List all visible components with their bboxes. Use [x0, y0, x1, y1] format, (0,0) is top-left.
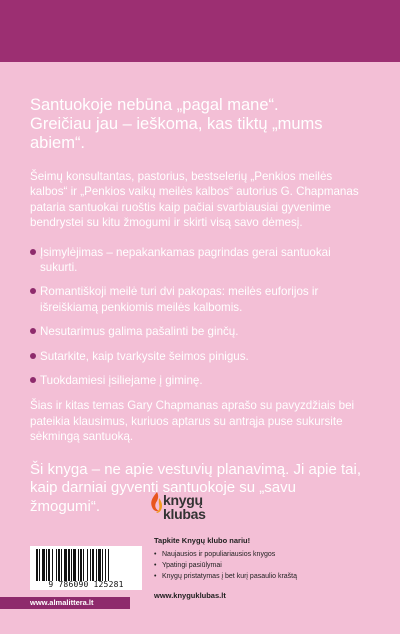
knygu-klubas-logo	[148, 491, 218, 531]
barcode-bar	[90, 549, 91, 581]
barcode-bar	[98, 549, 101, 581]
club-url[interactable]: www.knyguklubas.lt	[154, 591, 226, 600]
summary-paragraph: Šias ir kitas temas Gary Chapmanas aprašo su pavyzdžiais bei pateikia klausimus, kuriuos aptarus su antrąja puse sukursite sėkmingą santuoką.	[30, 399, 355, 444]
lead-line-2: Greičiau jau – ieškoma, kas tiktų „mums abiem“.	[30, 115, 323, 152]
barcode-bar	[61, 549, 62, 581]
publisher-url-strip	[0, 597, 130, 609]
isbn-number: 9 786090 125281	[48, 580, 124, 589]
barcode-bar	[46, 549, 47, 581]
barcode-bar	[102, 549, 103, 581]
barcode-bar	[71, 549, 72, 581]
logo-word-1: knygų	[163, 492, 203, 508]
barcode-bar	[83, 549, 84, 581]
lead-quote	[30, 96, 368, 153]
list-item: • Knygų pristatymas į bet kurį pasaulio kraštą	[154, 571, 354, 582]
barcode-bar	[108, 549, 109, 581]
barcode-bars	[36, 549, 136, 581]
list-item: • Ypatingi pasiūlymai	[154, 560, 354, 571]
book-club-info	[154, 536, 354, 582]
barcode-bar	[39, 549, 40, 581]
barcode-bar	[87, 549, 88, 581]
logo-word-2: klubas	[163, 506, 206, 522]
list-item: Nesutarimus galima pašalinti be ginčų.	[30, 324, 368, 339]
list-item: Sutarkite, kaip tvarkysite šeimos pinigus.	[30, 349, 368, 364]
barcode-bar	[64, 549, 67, 581]
isbn-barcode	[30, 546, 142, 590]
list-item: Tuokdamiesi įsiliejame į giminę.	[30, 373, 368, 388]
list-item: Įsimylėjimas – nepakankamas pagrindas gerai santuokai sukurti.	[30, 245, 368, 276]
club-title: Tapkite Knygų klubo nariu!	[154, 536, 251, 545]
list-item: • Naujausios ir populiariausios knygos	[154, 549, 354, 560]
barcode-bar	[105, 549, 106, 581]
club-benefits	[154, 549, 354, 582]
barcode-bar	[36, 549, 38, 581]
closing-line-2: kaip darniai gyventi santuokoje su „savu žmogumi“.	[30, 479, 296, 515]
barcode-bar	[56, 549, 57, 581]
flame-icon	[148, 491, 164, 517]
publisher-url[interactable]: www.almalittera.lt	[30, 598, 94, 607]
barcode-bar	[92, 549, 94, 581]
barcode-bar	[42, 549, 45, 581]
list-item: Romantiškoji meilė turi dvi pakopas: meilės euforijos ir išreiškiamą penkiomis meilės kalbomis.	[30, 284, 368, 315]
barcode-bar	[73, 549, 76, 581]
back-cover-text	[30, 96, 368, 516]
top-color-band	[0, 0, 400, 62]
barcode-bar	[78, 549, 79, 581]
barcode-bar	[58, 549, 60, 581]
key-points-list	[30, 245, 368, 389]
barcode-bar	[48, 549, 50, 581]
barcode-bar	[52, 549, 53, 581]
barcode-bar	[68, 549, 70, 581]
lead-line-1: Santuokoje nebūna „pagal mane“.	[30, 96, 279, 114]
closing-line-1: Ši knyga – ne apie vestuvių planavimą. Ji apie tai,	[30, 460, 362, 478]
barcode-bar	[80, 549, 82, 581]
barcode-bar	[96, 549, 97, 581]
intro-paragraph: Šeimų konsultantas, pastorius, bestselerių „Penkios meilės kalbos“ ir „Penkios vaikų meilės kalbos“ autorius G. Chapmanas pataria santuokai ruoštis kaip pačiai svarbiausiai gyvenime bendrystei su kitu žmogumi ir skirti visą savo dėmesį.	[30, 170, 359, 230]
